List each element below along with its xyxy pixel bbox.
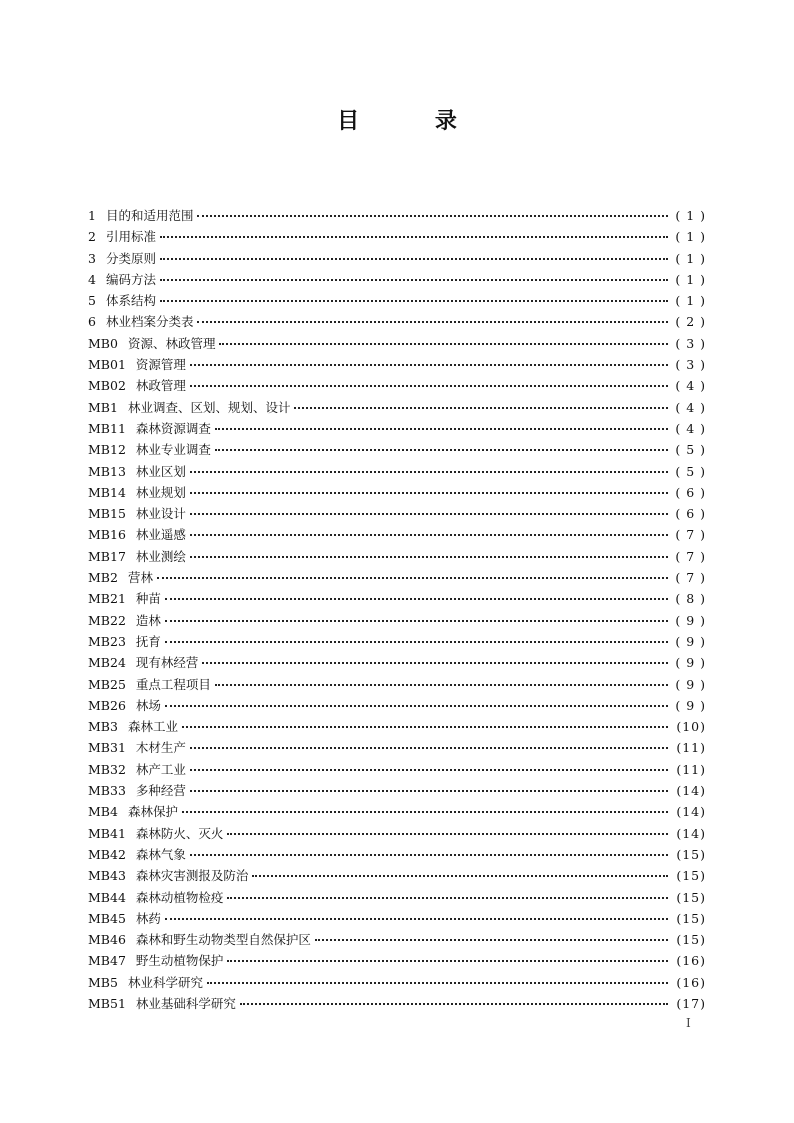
toc-entry-title: 森林保护 — [127, 804, 178, 820]
toc-entry-code: 3 — [88, 250, 96, 266]
toc-entry[interactable] — [88, 269, 706, 290]
toc-entry-code: MB2 — [88, 570, 118, 586]
toc-entry-dot-leader — [190, 555, 668, 558]
toc-entry-page-number: (17) — [676, 995, 706, 1011]
toc-entry-dot-leader — [197, 320, 668, 323]
toc-entry-page-number: ( 5 ) — [675, 463, 706, 479]
toc-entry[interactable] — [88, 588, 706, 609]
toc-entry-title: 造林 — [135, 612, 161, 628]
toc-entry-page-number: (14) — [676, 825, 706, 841]
toc-entry[interactable] — [88, 290, 706, 311]
toc-entry-page-number: ( 1 ) — [675, 271, 706, 287]
toc-entry-page-number: ( 7 ) — [675, 570, 706, 586]
toc-entry-code: 6 — [88, 314, 96, 330]
toc-entry-page-number: ( 2 ) — [675, 314, 706, 330]
toc-entry-title: 分类原则 — [105, 250, 156, 266]
toc-entry-code: 4 — [88, 271, 96, 287]
toc-entry-dot-leader — [207, 981, 668, 984]
toc-entry-title: 林业设计 — [135, 506, 186, 522]
toc-entry-page-number: ( 4 ) — [675, 420, 706, 436]
toc-entry-title: 森林动植物检疫 — [135, 889, 224, 905]
toc-entry-title: 野生动植物保护 — [135, 953, 224, 969]
toc-entry[interactable] — [88, 887, 706, 908]
toc-entry-code: MB43 — [88, 868, 126, 884]
toc-entry-code: MB21 — [88, 591, 126, 607]
page-title-char-1: 目 — [337, 109, 360, 134]
toc-entry-title: 森林工业 — [127, 719, 178, 735]
toc-entry-title: 引用标准 — [105, 229, 156, 245]
toc-entry-page-number: ( 1 ) — [675, 208, 706, 223]
toc-entry-title: 林业区划 — [135, 463, 186, 479]
toc-entry-page-number: (11) — [676, 740, 706, 756]
toc-entry[interactable] — [88, 908, 706, 929]
toc-entry-code: MB22 — [88, 612, 126, 628]
toc-entry[interactable] — [88, 631, 706, 652]
toc-entry-code: MB02 — [88, 378, 126, 394]
toc-entry-dot-leader — [190, 746, 668, 749]
toc-entry-dot-leader — [227, 832, 668, 835]
toc-entry-title: 重点工程项目 — [135, 676, 211, 692]
toc-entry-code: MB16 — [88, 527, 126, 543]
toc-entry-dot-leader — [160, 278, 668, 281]
toc-entry-code: MB42 — [88, 846, 126, 862]
toc-entry-dot-leader — [215, 448, 668, 451]
toc-entry-title: 森林资源调查 — [135, 420, 211, 436]
toc-entry-title: 目的和适用范围 — [105, 208, 194, 223]
toc-entry-code: 1 — [88, 208, 96, 223]
toc-entry[interactable] — [88, 503, 706, 524]
toc-entry-code: 2 — [88, 229, 96, 245]
toc-entry[interactable] — [88, 205, 706, 226]
toc-entry-page-number: ( 4 ) — [675, 378, 706, 394]
toc-entry-code: MB11 — [88, 420, 126, 436]
toc-entry[interactable] — [88, 993, 706, 1014]
toc-entry-code: MB26 — [88, 697, 126, 713]
toc-entry[interactable] — [88, 354, 706, 375]
toc-entry-title: 林业调查、区划、规划、设计 — [127, 399, 291, 415]
toc-entry[interactable] — [88, 311, 706, 332]
toc-entry-dot-leader — [190, 789, 668, 792]
toc-entry[interactable] — [88, 950, 706, 971]
toc-entry-code: MB14 — [88, 484, 126, 500]
toc-entry-dot-leader — [165, 640, 668, 643]
toc-entry-code: MB12 — [88, 442, 126, 458]
toc-entry[interactable] — [88, 418, 706, 439]
toc-entry[interactable] — [88, 695, 706, 716]
toc-entry[interactable] — [88, 226, 706, 247]
toc-entry-page-number: ( 7 ) — [675, 548, 706, 564]
toc-entry[interactable] — [88, 524, 706, 545]
toc-entry-page-number: ( 9 ) — [675, 633, 706, 649]
toc-entry-page-number: ( 9 ) — [675, 612, 706, 628]
toc-entry[interactable] — [88, 375, 706, 396]
toc-entry[interactable] — [88, 248, 706, 269]
toc-entry-title: 森林和野生动物类型自然保护区 — [135, 932, 311, 948]
toc-entry[interactable] — [88, 439, 706, 460]
toc-entry-dot-leader — [215, 427, 668, 430]
toc-entry-dot-leader — [157, 576, 668, 579]
toc-entry[interactable] — [88, 610, 706, 631]
toc-entry-dot-leader — [219, 342, 668, 345]
toc-entry[interactable] — [88, 333, 706, 354]
toc-entry-dot-leader — [190, 512, 668, 515]
toc-entry-title: 林业专业调查 — [135, 442, 211, 458]
toc-entry-code: MB15 — [88, 506, 126, 522]
toc-entry-code: MB24 — [88, 655, 126, 671]
page-title-char-2: 录 — [434, 109, 457, 134]
toc-entry-title: 林业档案分类表 — [105, 314, 194, 330]
toc-entry-dot-leader — [190, 853, 668, 856]
toc-entry-title: 林业规划 — [135, 484, 186, 500]
toc-entry-dot-leader — [215, 683, 668, 686]
toc-entry[interactable] — [88, 397, 706, 418]
toc-entry-code: MB3 — [88, 719, 118, 735]
toc-entry-page-number: (15) — [676, 868, 706, 884]
toc-entry[interactable] — [88, 546, 706, 567]
toc-entry-title: 抚育 — [135, 633, 161, 649]
toc-entry-dot-leader — [190, 363, 668, 366]
toc-entry[interactable] — [88, 823, 706, 844]
toc-entry-page-number: ( 1 ) — [675, 293, 706, 309]
toc-entry-code: MB1 — [88, 399, 118, 415]
toc-entry[interactable] — [88, 482, 706, 503]
toc-entry-code: MB47 — [88, 953, 126, 969]
toc-entry[interactable] — [88, 567, 706, 588]
toc-entry[interactable] — [88, 865, 706, 886]
toc-entry-title: 林场 — [135, 697, 161, 713]
footer-page-number: I — [686, 1016, 691, 1030]
toc-entry-page-number: ( 3 ) — [675, 335, 706, 351]
toc-entry-title: 林业科学研究 — [127, 974, 203, 990]
toc-entry-dot-leader — [182, 725, 668, 728]
toc-entry-page-number: (15) — [676, 910, 706, 926]
toc-entry-page-number: (15) — [676, 932, 706, 948]
toc-entry-page-number: (16) — [676, 974, 706, 990]
toc-entry-title: 现有林经营 — [135, 655, 199, 671]
toc-entry-dot-leader — [160, 299, 668, 302]
toc-entry-code: MB25 — [88, 676, 126, 692]
toc-entry-title: 营林 — [127, 570, 153, 586]
toc-entry-dot-leader — [165, 917, 668, 920]
toc-entry-page-number: ( 1 ) — [675, 250, 706, 266]
toc-entry-title: 林药 — [135, 910, 161, 926]
toc-entry-dot-leader — [252, 874, 668, 877]
toc-entry-code: MB32 — [88, 761, 126, 777]
toc-entry-dot-leader — [190, 533, 668, 536]
toc-entry-code: MB33 — [88, 783, 126, 799]
toc-entry[interactable] — [88, 801, 706, 822]
toc-entry-page-number: ( 4 ) — [675, 399, 706, 415]
toc-entry[interactable] — [88, 929, 706, 950]
toc-entry-code: MB31 — [88, 740, 126, 756]
toc-entry[interactable] — [88, 780, 706, 801]
toc-entry-page-number: (15) — [676, 846, 706, 862]
toc-entry-page-number: ( 1 ) — [675, 229, 706, 245]
toc-entry-code: MB17 — [88, 548, 126, 564]
toc-entry-dot-leader — [197, 214, 668, 217]
toc-entry-dot-leader — [160, 235, 668, 238]
toc-entry-code: MB41 — [88, 825, 126, 841]
toc-entry-title: 森林气象 — [135, 846, 186, 862]
toc-entry[interactable] — [88, 737, 706, 758]
toc-entry-code: MB23 — [88, 633, 126, 649]
toc-entry-code: MB01 — [88, 357, 126, 373]
toc-entry-page-number: ( 6 ) — [675, 484, 706, 500]
toc-entry-dot-leader — [165, 597, 668, 600]
toc-entry-dot-leader — [165, 704, 668, 707]
toc-entry-code: MB5 — [88, 974, 118, 990]
toc-entry-dot-leader — [240, 1002, 668, 1005]
toc-entry-code: MB45 — [88, 910, 126, 926]
toc-entry[interactable] — [88, 461, 706, 482]
toc-entry-title: 资源、林政管理 — [127, 335, 216, 351]
toc-entry-title: 林政管理 — [135, 378, 186, 394]
table-of-contents — [88, 205, 706, 1014]
toc-entry-dot-leader — [315, 938, 668, 941]
toc-entry-title: 多种经营 — [135, 783, 186, 799]
toc-entry-title: 木材生产 — [135, 740, 186, 756]
toc-entry-dot-leader — [182, 810, 668, 813]
toc-entry[interactable] — [88, 844, 706, 865]
toc-entry-dot-leader — [294, 406, 668, 409]
toc-entry-dot-leader — [202, 661, 668, 664]
toc-entry-dot-leader — [227, 959, 668, 962]
toc-entry-page-number: (10) — [676, 719, 706, 735]
toc-entry-title: 林业基础科学研究 — [135, 995, 236, 1011]
toc-entry-page-number: (14) — [676, 804, 706, 820]
toc-entry-page-number: ( 6 ) — [675, 506, 706, 522]
toc-entry-page-number: ( 8 ) — [675, 591, 706, 607]
toc-entry-title: 体系结构 — [105, 293, 156, 309]
toc-entry-page-number: ( 9 ) — [675, 676, 706, 692]
toc-entry-dot-leader — [190, 470, 668, 473]
toc-entry-title: 林业测绘 — [135, 548, 186, 564]
toc-entry-page-number: (16) — [676, 953, 706, 969]
toc-entry-page-number: ( 5 ) — [675, 442, 706, 458]
toc-entry-dot-leader — [190, 491, 668, 494]
toc-entry-title: 林产工业 — [135, 761, 186, 777]
toc-entry-page-number: ( 9 ) — [675, 697, 706, 713]
toc-entry-page-number: (15) — [676, 889, 706, 905]
toc-entry-dot-leader — [160, 257, 668, 260]
toc-entry[interactable] — [88, 652, 706, 673]
toc-entry-page-number: (11) — [676, 761, 706, 777]
toc-entry-dot-leader — [227, 896, 668, 899]
toc-entry-code: MB46 — [88, 932, 126, 948]
toc-entry-page-number: ( 7 ) — [675, 527, 706, 543]
toc-entry-title: 编码方法 — [105, 271, 156, 287]
toc-entry-page-number: ( 9 ) — [675, 655, 706, 671]
toc-entry[interactable] — [88, 972, 706, 993]
toc-entry-title: 种苗 — [135, 591, 161, 607]
toc-entry-title: 资源管理 — [135, 357, 186, 373]
toc-entry-dot-leader — [190, 384, 668, 387]
toc-entry[interactable] — [88, 716, 706, 737]
toc-entry-page-number: (14) — [676, 783, 706, 799]
toc-entry-title: 林业遥感 — [135, 527, 186, 543]
toc-entry-page-number: ( 3 ) — [675, 357, 706, 373]
toc-entry-dot-leader — [165, 619, 668, 622]
page-title — [0, 104, 794, 135]
toc-entry-code: MB0 — [88, 335, 118, 351]
toc-entry-code: MB4 — [88, 804, 118, 820]
toc-entry-dot-leader — [190, 768, 668, 771]
toc-entry[interactable] — [88, 759, 706, 780]
toc-entry-title: 森林灾害测报及防治 — [135, 868, 249, 884]
toc-entry-code: 5 — [88, 293, 96, 309]
toc-entry-code: MB13 — [88, 463, 126, 479]
toc-entry[interactable] — [88, 674, 706, 695]
toc-entry-code: MB44 — [88, 889, 126, 905]
toc-entry-code: MB51 — [88, 995, 126, 1011]
toc-entry-title: 森林防火、灭火 — [135, 825, 224, 841]
